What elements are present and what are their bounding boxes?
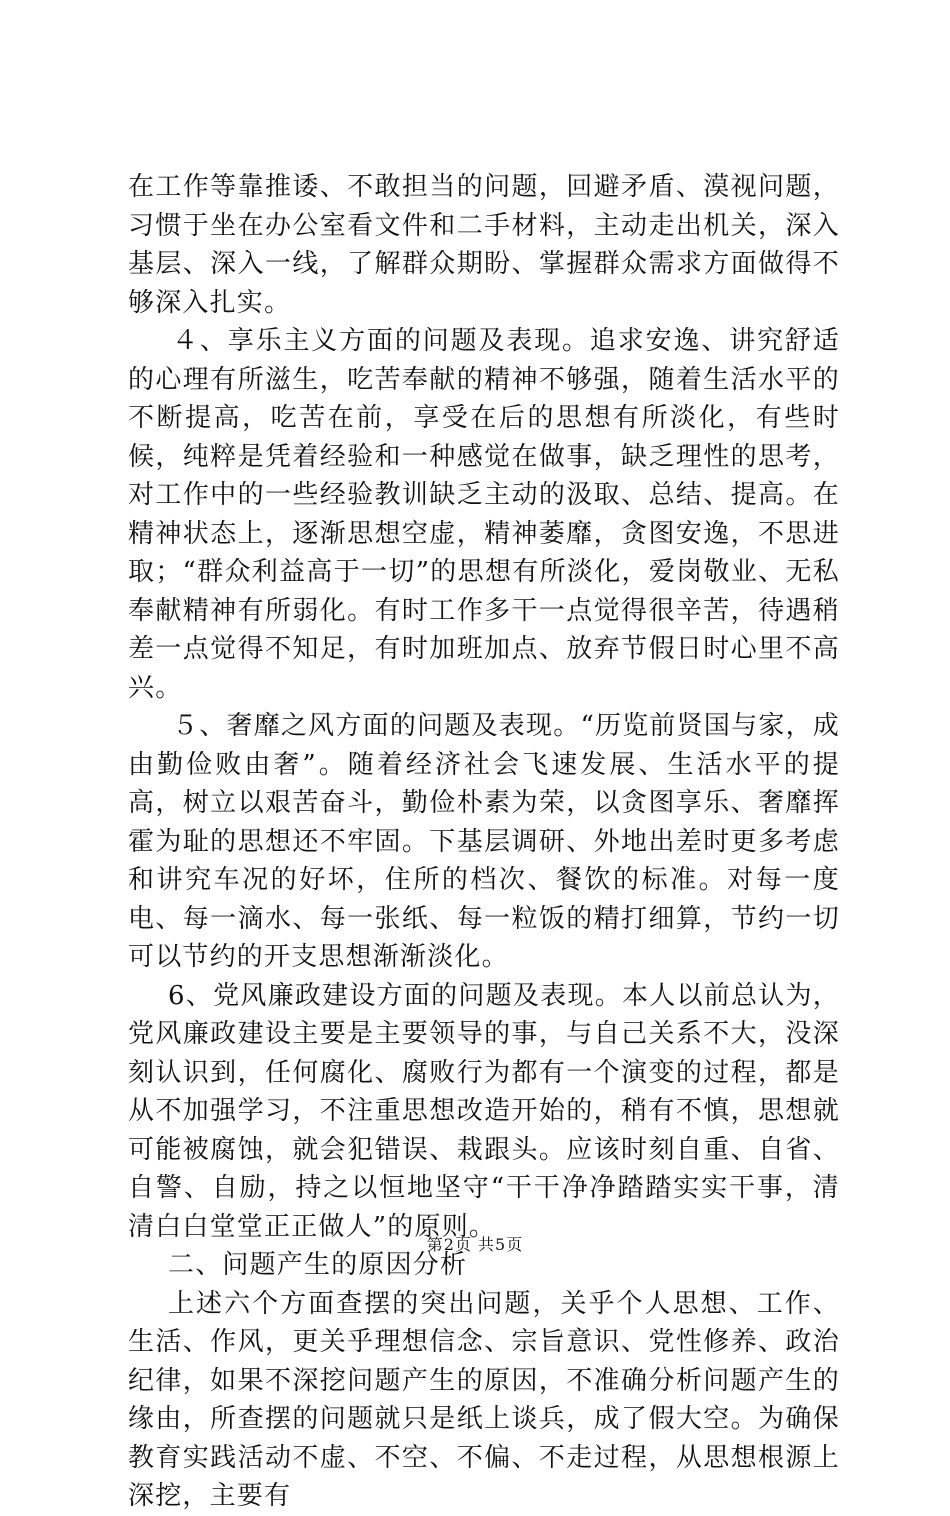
paragraph-cause-analysis: 上述六个方面查摆的突出问题，关乎个人思想、工作、生活、作风，更关乎理想信念、宗旨意识、党性修养、政治纪律，如果不深挖问题产生的原因，不准确分析问题产生的缘由，所查摆的问题就只是纸上谈兵，成了假大空。为确保教育实践活动不虚、不空、不偏、不走过程，从思想根源上深挖，主要有 <box>128 1288 840 1511</box>
paragraph-continuation: 在工作等靠推诿、不敢担当的问题，回避矛盾、漠视问题，习惯于坐在办公室看文件和二手材料，主动走出机关，深入基层、深入一线，了解群众期盼、掌握群众需求方面做得不够深入扎实。 <box>128 172 840 318</box>
page-number-footer: 第2页 共5页 <box>426 1235 524 1254</box>
section-heading: 二、问题产生的原因分析 <box>168 1250 468 1280</box>
document-body <box>128 168 840 1516</box>
paragraph-hedonism: ４、享乐主义方面的问题及表现。追求安逸、讲究舒适的心理有所滋生，吃苦奉献的精神不够强，随着生活水平的不断提高，吃苦在前，享受在后的思想有所淡化，有些时候，纯粹是凭着经验和一种感觉在做事，缺乏理性的思考，对工作中的一些经验教训缺乏主动的汲取、总结、提高。在精神状态上，逐渐思想空虚，精神萎靡，贪图安逸，不思进取；“群众利益高于一切”的思想有所淡化，爱岗敬业、无私奉献精神有所弱化。有时工作多干一点觉得很辛苦，待遇稍差一点觉得不知足，有时加班加点、放弃节假日时心里不高兴。 <box>128 326 840 703</box>
paragraph-integrity: 6、党风廉政建设方面的问题及表现。本人以前总认为，党风廉政建设主要是主要领导的事，与自己关系不大，没深刻认识到，任何腐化、腐败行为都有一个演变的过程，都是从不加强学习，不注重思想改造开始的，稍有不慎，思想就可能被腐蚀，就会犯错误、栽跟头。应该时刻自重、自省、自警、自励，持之以恒地坚守“干干净净踏踏实实干事，清清白白堂堂正正做人”的原则。 <box>128 980 840 1242</box>
paragraph-extravagance: ５、奢靡之风方面的问题及表现。“历览前贤国与家，成由勤俭败由奢”。随着经济社会飞速发展、生活水平的提高，树立以艰苦奋斗，勤俭朴素为荣，以贪图享乐、奢靡挥霍为耻的思想还不牢固。下基层调研、外地出差时更多考虑和讲究车况的好坏，住所的档次、餐饮的标准。对每一度电、每一滴水、每一张纸、每一粒饭的精打细算，节约一切可以节约的开支思想渐渐淡化。 <box>128 711 840 972</box>
